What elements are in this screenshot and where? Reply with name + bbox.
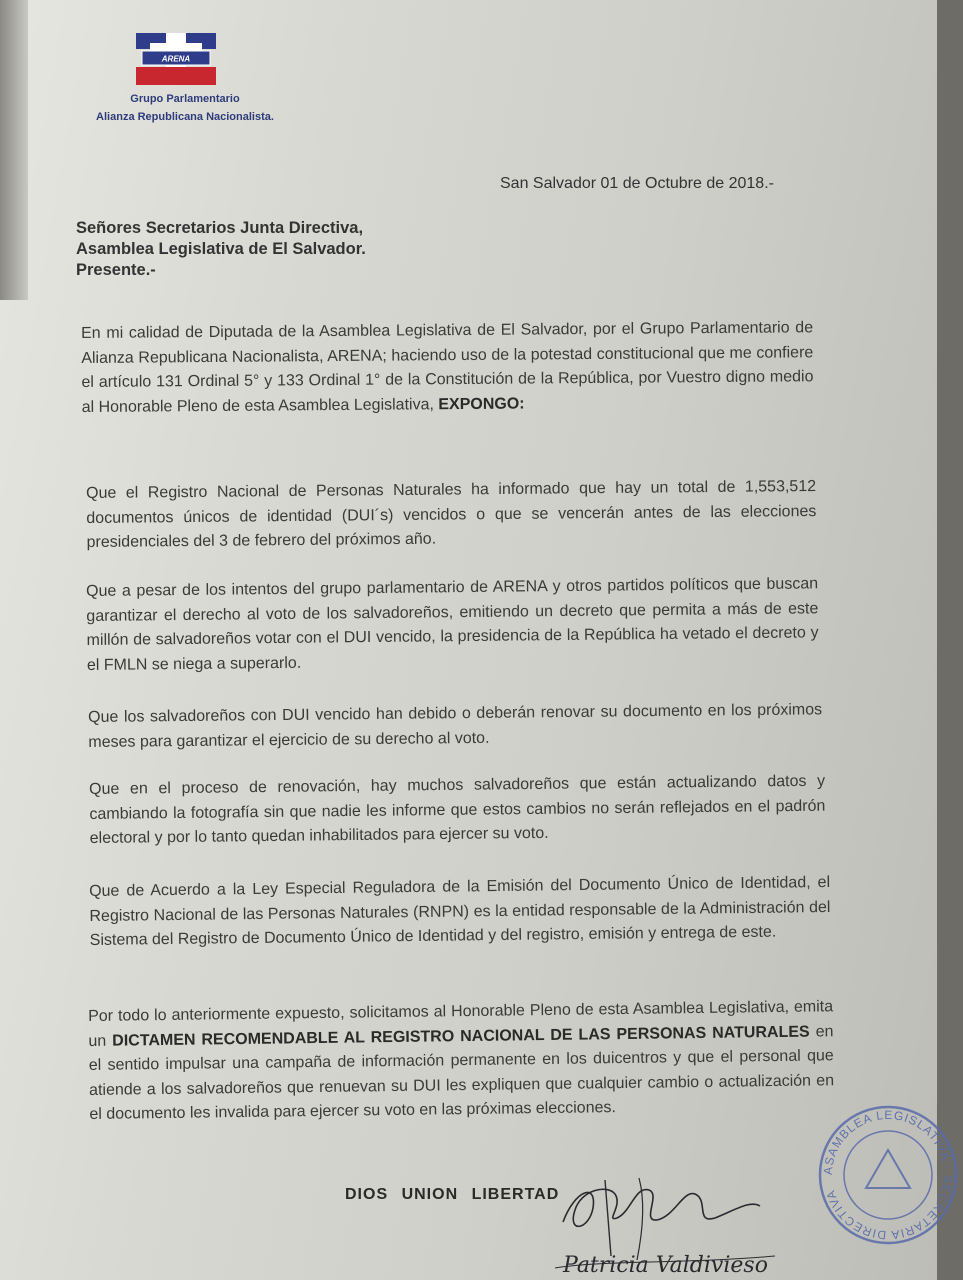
addressee-line-2: Asamblea Legislativa de El Salvador.	[76, 240, 366, 258]
letterhead-line-2: Alianza Republicana Nacionalista.	[96, 111, 274, 123]
closing-motto: DIOS UNION LIBERTAD	[345, 1186, 560, 1203]
svg-text:ASAMBLEA LEGISLATIVA · SECRETA	[821, 1108, 955, 1242]
page-fold-shadow	[0, 0, 28, 300]
logo-text: ARENA	[161, 54, 191, 64]
intro-paragraph	[81, 316, 814, 420]
letter-date: San Salvador 01 de Octubre de 2018.-	[500, 175, 774, 192]
request-paragraph	[88, 995, 835, 1127]
handwritten-signature	[545, 1160, 785, 1280]
paragraph-4: Que en el proceso de renovación, hay muchos salvadoreños que están actualizando datos y cambiando la fotografía sin que nadie les informe que estos cambios no serán reflejados en el padrón electoral y por lo tanto quedan inhabilitados para ejercer su voto.	[89, 772, 826, 847]
letterhead-caption	[70, 90, 300, 126]
paragraph-1: Que el Registro Nacional de Personas Naturales ha informado que hay un total de 1,553,512 documentos únicos de identidad (DUI´s) vencidos o que se vencerán antes de las elecciones presidenciales del 3 de febrero del próximos año.	[86, 477, 817, 551]
intro-emphasis: EXPONGO:	[438, 395, 525, 413]
request-after: en el sentido impulsar una campaña de información permanente en los duicentros y que el personal que atiende a los salvadoreños que renuevan su DUI les expliquen que cualquier cambio o actualización en el documento les invalida para ejercer su voto en las próximas elecciones.	[88, 1022, 835, 1123]
addressee-line-1: Señores Secretarios Junta Directiva,	[76, 219, 364, 237]
request-emphasis: DICTAMEN RECOMENDABLE AL REGISTRO NACIONAL DE LAS PERSONAS NATURALES	[112, 1023, 810, 1050]
letterhead-line-1: Grupo Parlamentario	[130, 93, 240, 105]
assembly-seal-stamp	[813, 1100, 963, 1250]
signature-name: Patricia Valdivieso	[563, 1253, 768, 1278]
intro-text: En mi calidad de Diputada de la Asamblea Legislativa de El Salvador, por el Grupo Parlamentario de Alianza Republicana Nacionalista, ARENA; haciendo uso de la potestad constitucional que me confiere el artículo 131 Ordinal 5° y 133 Ordinal 1° de la Constitución de la República, por Vuestro digno medio al Honorable Pleno de esta Asamblea Legislativa,	[81, 319, 814, 416]
addressee-block	[76, 218, 476, 281]
stamp-text: ASAMBLEA LEGISLATIVA · SECRETARIA DIRECTIVA	[820, 1107, 956, 1243]
paragraph-5: Que de Acuerdo a la Ley Especial Reguladora de la Emisión del Documento Único de Identidad, el Registro Nacional de las Personas Naturales (RNPN) es la entidad responsable de la Administración del Sistema del Registro de Documento Único de Identidad y del registro, emisión y entrega de este.	[89, 873, 831, 949]
paragraph-3: Que los salvadoreños con DUI vencido han debido o deberán renovar su documento en los próximos meses para garantizar el ejercicio de su derecho al voto.	[88, 701, 823, 751]
addressee-line-3: Presente.-	[76, 261, 156, 279]
request-before: Por todo lo anteriormente expuesto, solicitamos al Honorable Pleno de esta Asamblea Legislativa, emita un	[88, 998, 834, 1050]
arena-logo	[136, 33, 216, 85]
paragraph-2: Que a pesar de los intentos del grupo parlamentario de ARENA y otros partidos políticos que buscan garantizar el derecho al voto de los salvadoreños, emitiendo un decreto que permita a más de este millón de salvadoreños votar con el DUI vencido, la presidencia de la República ha vetado el decreto y el FMLN se niega a superarlo.	[86, 575, 819, 674]
